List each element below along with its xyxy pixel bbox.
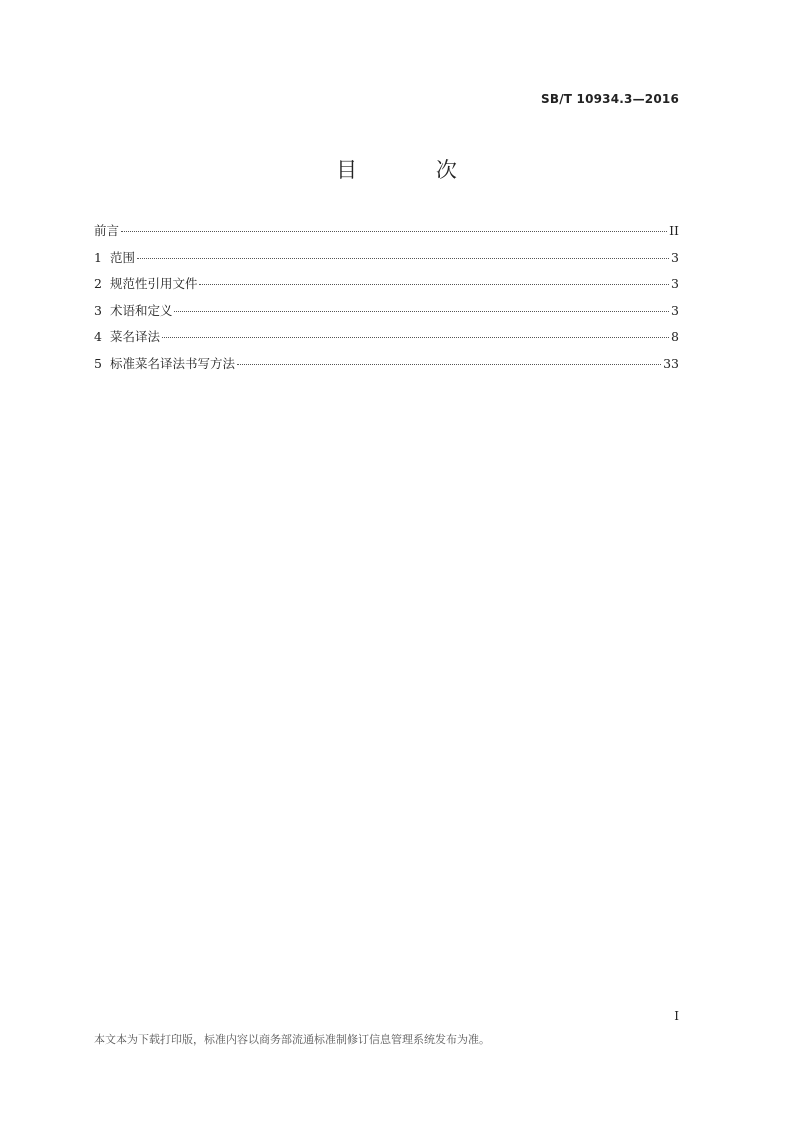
toc-leader — [121, 231, 667, 232]
toc-leader — [137, 258, 669, 259]
toc-entry-label: 规范性引用文件 — [109, 276, 198, 291]
toc-leader — [237, 364, 661, 365]
toc-entry-page: 3 — [671, 302, 679, 318]
page-number: I — [674, 1009, 679, 1023]
toc-entry-number: 3 — [94, 302, 102, 318]
toc-entry-page: 8 — [671, 329, 679, 344]
toc-entry-dish-name-translation[interactable] — [94, 327, 679, 354]
toc-entry-page: 33 — [663, 355, 679, 371]
toc-leader — [162, 337, 669, 338]
toc-entry-page: II — [669, 223, 679, 238]
toc-entry-number: 1 — [94, 249, 102, 265]
toc-title: 目 次 — [336, 158, 493, 182]
toc-entry-number: 5 — [94, 355, 102, 371]
toc-leader — [174, 311, 669, 312]
toc-entry-page: 3 — [671, 249, 679, 265]
toc-leader — [199, 284, 669, 285]
table-of-contents — [94, 221, 679, 380]
toc-entry-label: 菜名译法 — [109, 329, 160, 344]
toc-entry-label: 范围 — [109, 249, 135, 265]
toc-entry-label: 术语和定义 — [109, 302, 173, 318]
toc-entry-label: 前言 — [94, 223, 120, 238]
toc-entry-number: 2 — [94, 276, 102, 291]
toc-entry-scope[interactable] — [94, 248, 679, 275]
toc-entry-label: 标准菜名译法书写方法 — [109, 355, 235, 371]
toc-entry-number: 4 — [94, 329, 102, 344]
toc-entry-terms-definitions[interactable] — [94, 301, 679, 328]
toc-entry-foreword[interactable] — [94, 221, 679, 248]
toc-entry-writing-method[interactable] — [94, 354, 679, 381]
footer-note: 本文本为下载打印版，标准内容以商务部流通标准制修订信息管理系统发布为准。 — [94, 1033, 490, 1046]
toc-entry-page: 3 — [671, 276, 679, 291]
standard-code: SB/T 10934.3—2016 — [541, 92, 679, 106]
toc-entry-normative-references[interactable] — [94, 274, 679, 301]
